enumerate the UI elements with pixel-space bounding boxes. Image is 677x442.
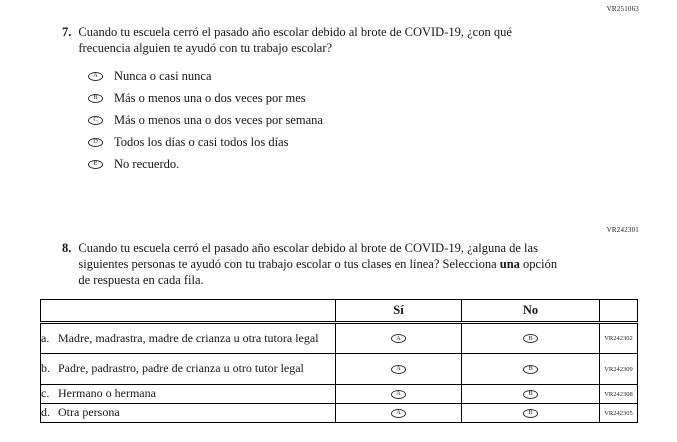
row-letter: d. bbox=[41, 405, 50, 420]
answer-bubble-si-d[interactable] bbox=[391, 409, 406, 418]
row-label-cell bbox=[41, 323, 336, 354]
question8-number: 8. bbox=[62, 241, 72, 255]
si-bubble-cell bbox=[336, 404, 462, 423]
bubble-letter: A bbox=[93, 71, 98, 79]
si-bubble-cell bbox=[336, 385, 462, 404]
row-code: VR242302 bbox=[600, 323, 638, 354]
answer-bubble-c[interactable] bbox=[88, 116, 103, 125]
question7-options bbox=[88, 69, 323, 179]
answer-bubble-no-b[interactable] bbox=[523, 365, 538, 374]
question7-option-e bbox=[88, 157, 323, 171]
bubble-letter: B bbox=[528, 409, 533, 417]
answer-bubble-no-d[interactable] bbox=[523, 409, 538, 418]
answer-bubble-b[interactable] bbox=[88, 94, 103, 103]
header-no: No bbox=[462, 300, 600, 323]
header-blank-cell bbox=[41, 300, 336, 323]
si-bubble-cell bbox=[336, 323, 462, 354]
answer-bubble-a[interactable] bbox=[88, 72, 103, 81]
bubble-letter: B bbox=[528, 390, 533, 398]
table-row-a bbox=[41, 323, 638, 354]
table-row-b bbox=[41, 354, 638, 385]
table-header-row bbox=[41, 300, 638, 323]
question8-block bbox=[62, 240, 582, 288]
answer-bubble-e[interactable] bbox=[88, 160, 103, 169]
question8-form-code: VR242301 bbox=[606, 226, 639, 234]
bubble-letter: A bbox=[396, 390, 401, 398]
row-text: Otra persona bbox=[58, 405, 120, 420]
question8-text-end: opción de respuesta en cada fila. bbox=[78, 257, 558, 287]
option-label: Nunca o casi nunca bbox=[114, 69, 212, 83]
bubble-letter: D bbox=[93, 137, 98, 145]
row-letter: c. bbox=[41, 386, 50, 401]
bubble-letter: A bbox=[396, 334, 401, 342]
answer-bubble-si-a[interactable] bbox=[391, 334, 406, 343]
row-text: Hermano o hermana bbox=[58, 386, 156, 401]
bubble-letter: A bbox=[396, 365, 401, 373]
header-si: Sí bbox=[336, 300, 462, 323]
row-letter: a. bbox=[41, 330, 50, 345]
question7-text: Cuando tu escuela cerró el pasado año escolar debido al brote de COVID-19, ¿con qué frecuencia alguien te ayudó con tu trabajo escolar? bbox=[78, 25, 512, 55]
no-bubble-cell bbox=[462, 354, 600, 385]
bubble-letter: C bbox=[93, 115, 98, 123]
question8-text-start: Cuando tu escuela cerró el pasado año escolar debido al brote de COVID-19, ¿alguna de las siguientes personas te ayudó con tu trabajo escolar o tus clases en línea? Selecciona bbox=[78, 241, 538, 271]
answer-bubble-d[interactable] bbox=[88, 138, 103, 147]
no-bubble-cell bbox=[462, 385, 600, 404]
question7-option-b bbox=[88, 91, 323, 105]
row-code: VR242308 bbox=[600, 385, 638, 404]
option-label: No recuerdo. bbox=[114, 157, 180, 171]
question8-answer-table bbox=[40, 299, 638, 423]
row-code: VR242305 bbox=[600, 404, 638, 423]
bubble-letter: E bbox=[93, 159, 98, 167]
row-letter: b. bbox=[41, 361, 50, 376]
question8-text-bold: una bbox=[499, 257, 520, 271]
table-row-c bbox=[41, 385, 638, 404]
bubble-letter: B bbox=[528, 365, 533, 373]
question7-option-c bbox=[88, 113, 323, 127]
row-label-cell bbox=[41, 385, 336, 404]
bubble-letter: B bbox=[528, 334, 533, 342]
question7-block bbox=[62, 24, 574, 56]
question8-text bbox=[78, 240, 560, 288]
no-bubble-cell bbox=[462, 404, 600, 423]
no-bubble-cell bbox=[462, 323, 600, 354]
question7-form-code: VR251063 bbox=[606, 5, 639, 13]
answer-bubble-si-c[interactable] bbox=[391, 390, 406, 399]
answer-bubble-si-b[interactable] bbox=[391, 365, 406, 374]
bubble-letter: A bbox=[396, 409, 401, 417]
option-label: Todos los días o casi todos los días bbox=[114, 135, 289, 149]
option-label: Más o menos una o dos veces por semana bbox=[114, 113, 323, 127]
si-bubble-cell bbox=[336, 354, 462, 385]
row-text: Madre, madrastra, madre de crianza u otra tutora legal bbox=[58, 330, 319, 345]
row-code: VR242309 bbox=[600, 354, 638, 385]
row-label-cell bbox=[41, 404, 336, 423]
question7-option-d bbox=[88, 135, 323, 149]
header-code-cell bbox=[600, 300, 638, 323]
bubble-letter: B bbox=[93, 93, 98, 101]
question7-option-a bbox=[88, 69, 323, 83]
row-label-cell bbox=[41, 354, 336, 385]
row-text: Padre, padrastro, padre de crianza u otro tutor legal bbox=[58, 361, 304, 376]
table-row-d bbox=[41, 404, 638, 423]
option-label: Más o menos una o dos veces por mes bbox=[114, 91, 306, 105]
answer-bubble-no-a[interactable] bbox=[523, 334, 538, 343]
question7-number: 7. bbox=[62, 25, 72, 39]
answer-bubble-no-c[interactable] bbox=[523, 390, 538, 399]
